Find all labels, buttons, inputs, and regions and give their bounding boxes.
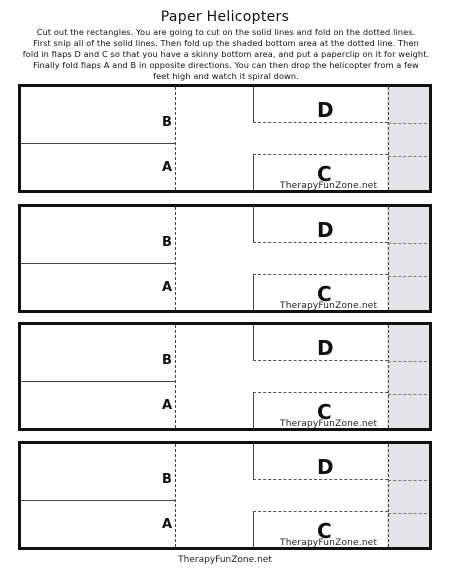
cut-line — [21, 143, 175, 144]
shaded-fold-area — [387, 207, 429, 310]
fold-line-flap-c — [388, 394, 432, 395]
flap-d-label: D — [317, 218, 334, 242]
fold-line-bottom — [388, 325, 389, 428]
instruction-line: First snip all of the solid lines. Then fold up the shaded bottom area at the dotted line. Then — [33, 38, 419, 48]
instruction-line: Cut out the rectangles. You are going to cut on the solid lines and fold on the dotted lines. — [36, 27, 416, 37]
flap-c-label: C — [317, 400, 332, 424]
fold-line-flap-c — [388, 156, 432, 157]
cut-line — [21, 263, 175, 264]
watermark: TherapyFunZone.net — [280, 301, 378, 311]
flap-b-label: B — [162, 115, 172, 130]
flap-c-label: C — [317, 162, 332, 186]
fold-line-bottom — [388, 87, 389, 190]
helicopter-template-1 — [18, 84, 432, 193]
flap-d-label: D — [317, 336, 334, 360]
flap-c-label: C — [317, 282, 332, 306]
flap-b-label: B — [162, 353, 172, 368]
shaded-fold-area — [387, 325, 429, 428]
fold-line-flap-d — [388, 480, 432, 481]
fold-line-wings — [175, 325, 176, 428]
flap-b-label: B — [162, 235, 172, 250]
flap-d-label: D — [317, 455, 334, 479]
fold-line-flap-d — [388, 123, 432, 124]
watermark: TherapyFunZone.net — [280, 538, 378, 548]
fold-line-flap-c — [388, 276, 432, 277]
shaded-fold-area — [387, 444, 429, 547]
flap-d-label: D — [317, 98, 334, 122]
helicopter-template-4 — [18, 441, 432, 550]
fold-line-wings — [175, 444, 176, 547]
fold-line-wings — [175, 87, 176, 190]
fold-line-flap-d — [388, 361, 432, 362]
flap-a-label: A — [162, 398, 173, 413]
instruction-line: feet high and watch it spiral down. — [153, 71, 299, 81]
flap-c-label: C — [317, 519, 332, 543]
fold-line-wings — [175, 207, 176, 310]
cut-line — [21, 381, 175, 382]
cut-line — [21, 500, 175, 501]
instruction-line: Finally fold flaps A and B in opposite directions. You can then drop the helicopter from a few — [33, 60, 419, 70]
flap-a-label: A — [162, 517, 173, 532]
flap-a-label: A — [162, 160, 173, 175]
instructions — [14, 27, 438, 82]
watermark: TherapyFunZone.net — [280, 181, 378, 191]
flap-a-label: A — [162, 280, 173, 295]
fold-line-flap-c — [388, 513, 432, 514]
fold-line-flap-d — [388, 243, 432, 244]
watermark: TherapyFunZone.net — [280, 419, 378, 429]
shaded-fold-area — [387, 87, 429, 190]
instruction-line: fold in flaps D and C so that you have a skinny bottom area, and put a paperclip on it for weight. — [22, 49, 430, 59]
helicopter-template-3 — [18, 322, 432, 431]
page-title: Paper Helicopters — [160, 9, 290, 25]
fold-line-bottom — [388, 444, 389, 547]
fold-line-bottom — [388, 207, 389, 310]
footer-credit: TherapyFunZone.net — [178, 555, 272, 565]
helicopter-template-2 — [18, 204, 432, 313]
flap-b-label: B — [162, 472, 172, 487]
